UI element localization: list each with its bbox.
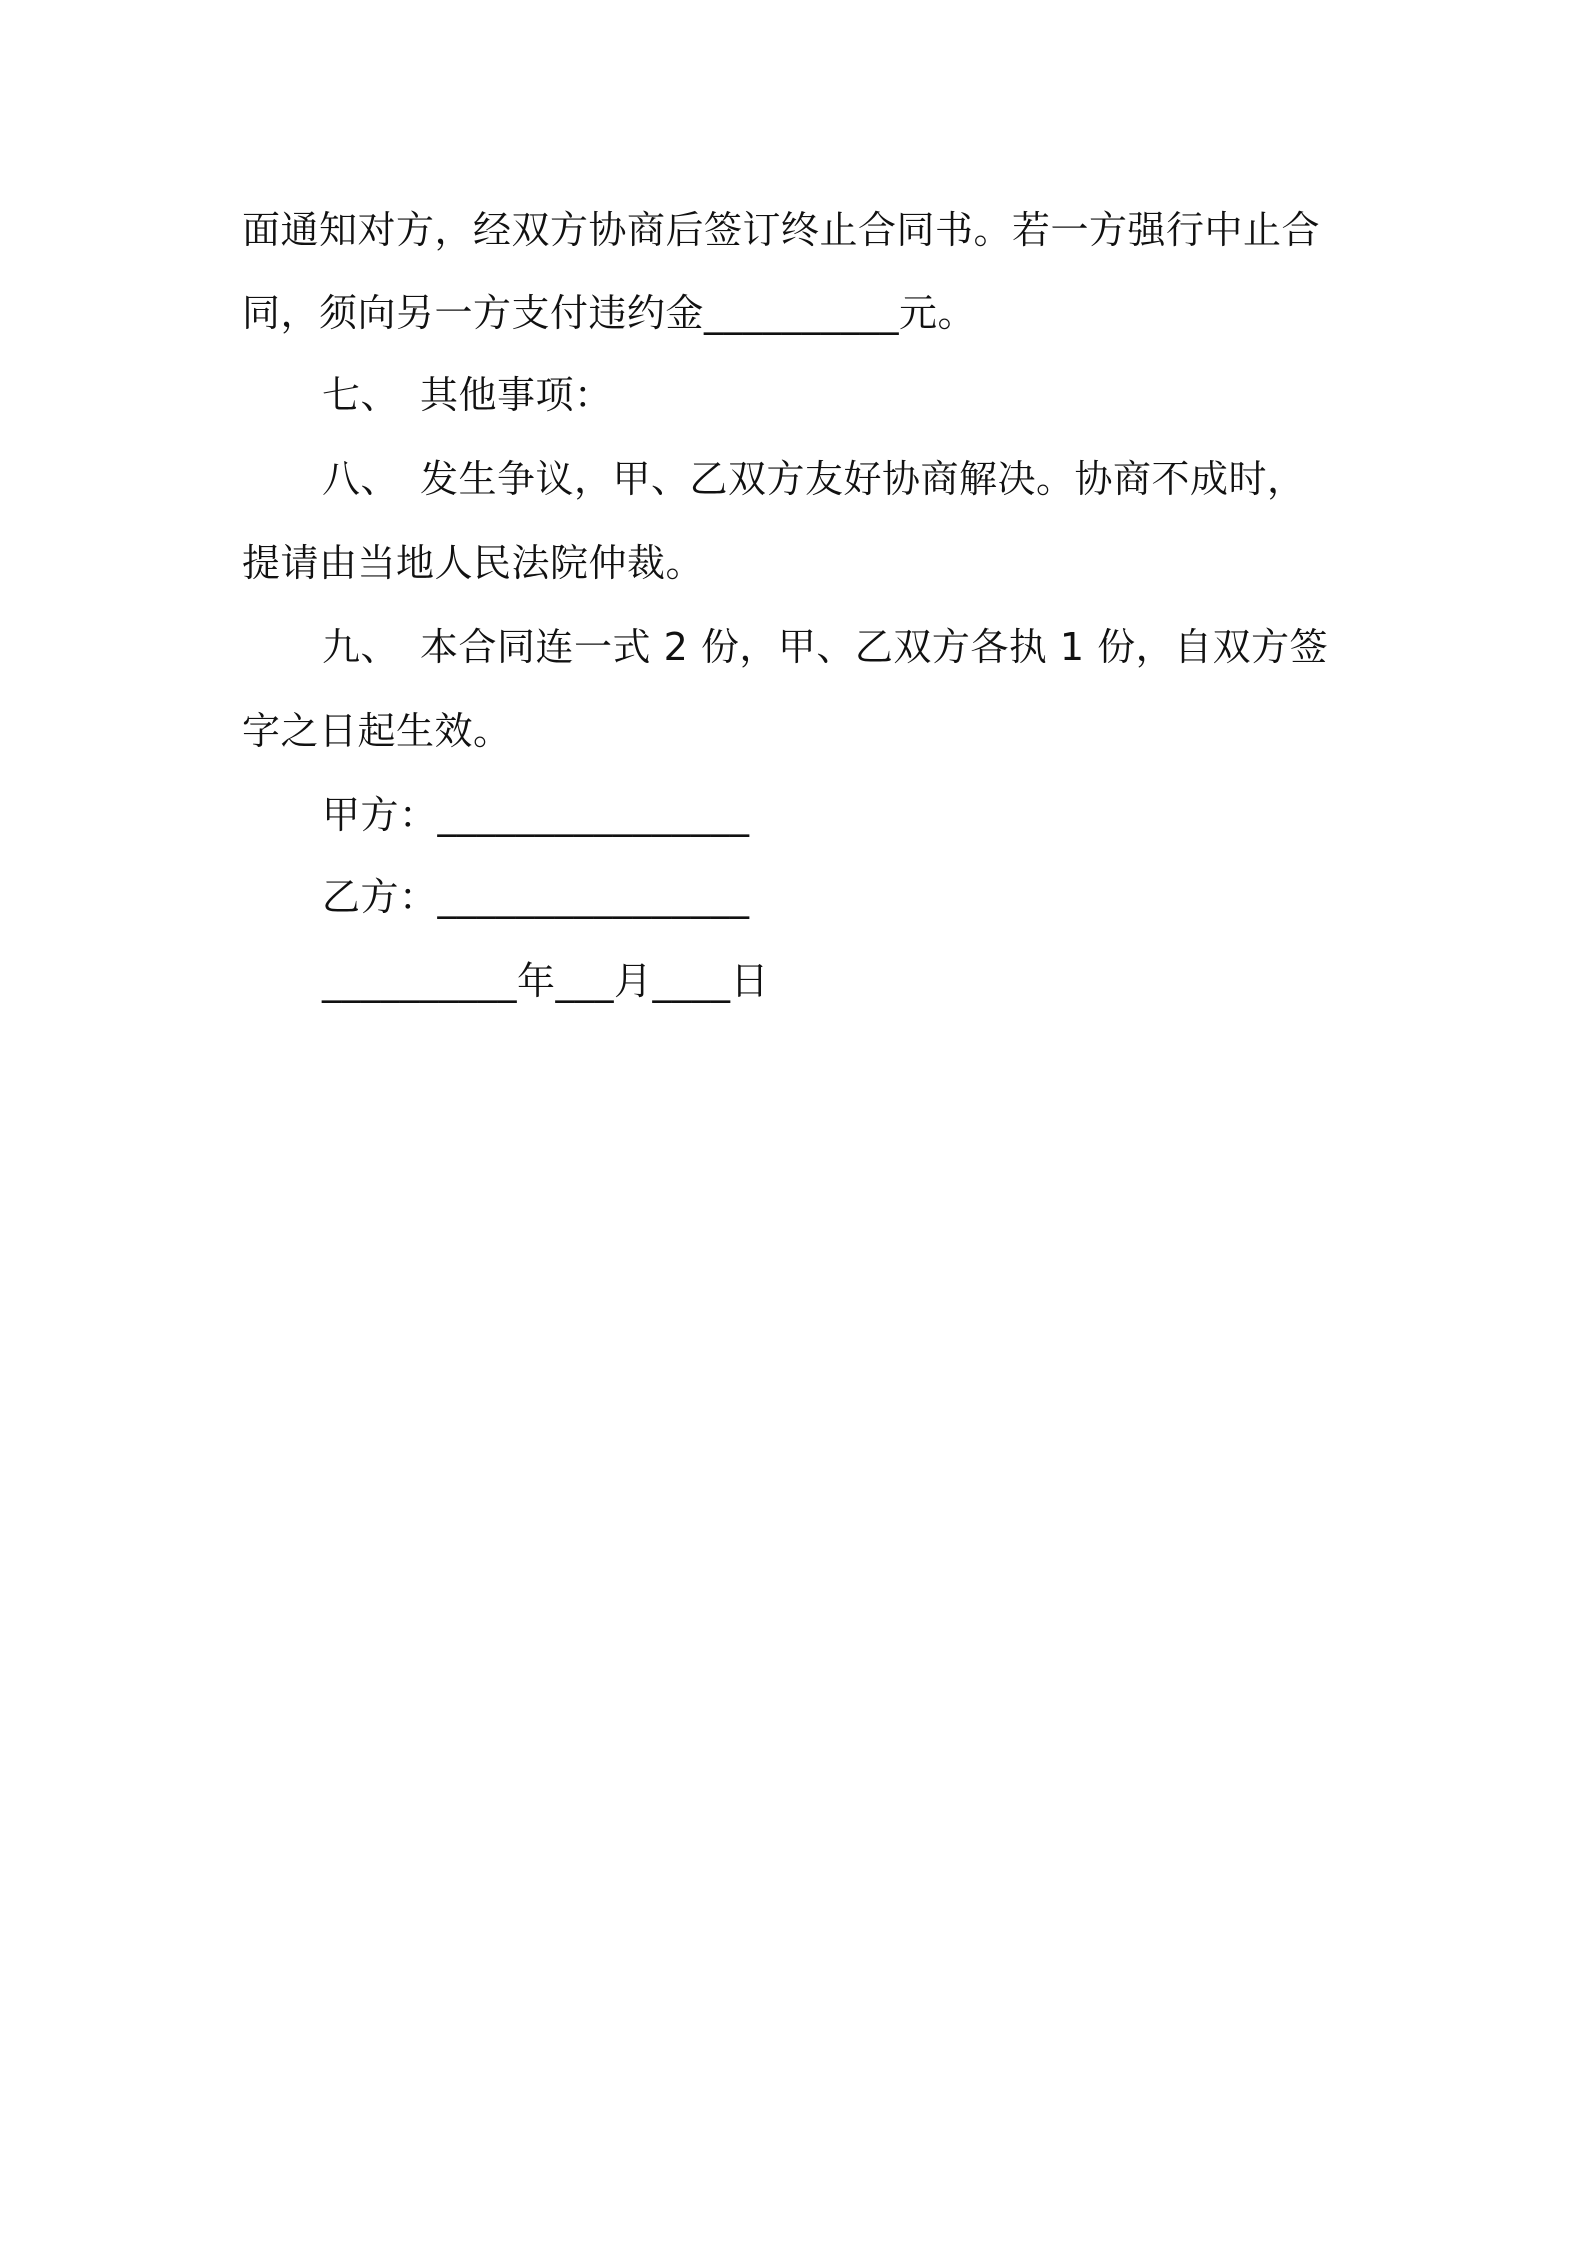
item-eight xyxy=(322,456,1306,502)
item-seven xyxy=(322,372,613,418)
item-eight-continuation: 提请由当地人民法院仲裁。 xyxy=(242,541,705,585)
party-b-signature-line: 乙方：________________ xyxy=(322,875,750,919)
paragraph-six-line-1: 面通知对方，经双方协商后签订终止合同书。若一方强行中止合 xyxy=(242,208,1321,252)
item-nine-continuation: 字之日起生效。 xyxy=(242,709,512,753)
item-eight-text: 发生争议，甲、乙双方友好协商解决。协商不成时， xyxy=(420,457,1306,501)
item-nine-number: 九、 xyxy=(322,625,400,669)
item-nine-text: 本合同连一式 2 份，甲、乙双方各执 1 份，自双方签 xyxy=(420,625,1329,669)
paragraph-six-line-2: 同，须向另一方支付违约金__________元。 xyxy=(242,291,977,335)
party-a-signature-line: 甲方：________________ xyxy=(322,793,750,837)
date-line: __________年___月____日 xyxy=(322,959,770,1003)
item-nine xyxy=(322,624,1328,670)
item-eight-number: 八、 xyxy=(322,457,400,501)
item-seven-text: 其他事项： xyxy=(420,373,613,417)
item-seven-number: 七、 xyxy=(322,373,400,417)
